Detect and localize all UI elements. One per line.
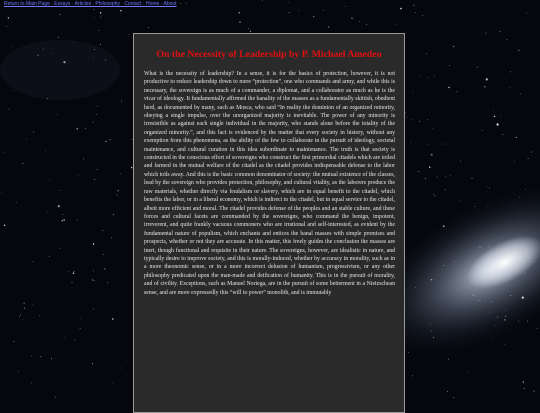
- star: [537, 328, 538, 329]
- star: [11, 46, 12, 47]
- star: [104, 268, 105, 269]
- star: [102, 230, 103, 231]
- star: [60, 248, 61, 249]
- star: [519, 50, 520, 51]
- star: [58, 37, 59, 38]
- star: [103, 254, 104, 255]
- star: [40, 356, 41, 357]
- star: [111, 238, 112, 239]
- star: [518, 50, 519, 51]
- star: [23, 319, 24, 320]
- star: [72, 282, 73, 283]
- star: [433, 194, 434, 195]
- star: [120, 174, 121, 175]
- star: [77, 128, 78, 129]
- star: [366, 24, 367, 25]
- star: [112, 318, 113, 319]
- star: [33, 132, 34, 133]
- star: [55, 397, 56, 398]
- star: [14, 90, 15, 91]
- star: [99, 30, 100, 31]
- star: [527, 13, 528, 14]
- star: [525, 189, 526, 190]
- star: [39, 315, 40, 316]
- star: [447, 391, 448, 392]
- star: [472, 178, 473, 179]
- star: [239, 21, 240, 22]
- star: [63, 214, 64, 215]
- star: [57, 114, 58, 115]
- star: [262, 0, 263, 1]
- star: [510, 295, 511, 296]
- star: [9, 109, 10, 110]
- star: [26, 139, 27, 140]
- star: [506, 310, 507, 311]
- star: [49, 179, 50, 180]
- star: [52, 53, 53, 54]
- star: [18, 371, 19, 372]
- star: [484, 86, 485, 87]
- star: [19, 317, 20, 318]
- star: [443, 265, 444, 266]
- star: [16, 202, 17, 203]
- star: [432, 128, 433, 129]
- star: [427, 119, 428, 120]
- star: [487, 187, 488, 188]
- star: [415, 287, 416, 288]
- star: [64, 338, 65, 339]
- star: [445, 176, 446, 177]
- star: [514, 161, 515, 162]
- star: [433, 337, 434, 338]
- star: [60, 190, 61, 191]
- star: [73, 273, 74, 274]
- star: [411, 142, 412, 143]
- star: [521, 257, 522, 258]
- star: [412, 376, 413, 377]
- star: [93, 309, 94, 310]
- star: [96, 114, 97, 115]
- star: [453, 397, 454, 398]
- star: [490, 312, 491, 313]
- star: [450, 175, 451, 176]
- star: [83, 159, 84, 160]
- star: [457, 91, 458, 92]
- star: [289, 12, 290, 13]
- star: [1, 192, 2, 193]
- star: [522, 297, 524, 299]
- star: [85, 128, 86, 129]
- star: [148, 27, 149, 28]
- star: [435, 196, 436, 197]
- star: [93, 9, 94, 10]
- star: [94, 17, 95, 18]
- star: [74, 271, 75, 272]
- star: [489, 188, 490, 189]
- star: [468, 372, 469, 373]
- star: [530, 262, 531, 263]
- star: [487, 205, 488, 206]
- star: [400, 8, 401, 9]
- star: [47, 98, 48, 99]
- star: [503, 134, 504, 135]
- star: [3, 152, 4, 153]
- star: [113, 214, 114, 215]
- star: [6, 26, 7, 27]
- star: [407, 117, 408, 118]
- star: [482, 130, 483, 131]
- star: [431, 279, 432, 280]
- star: [528, 158, 529, 159]
- star: [477, 67, 478, 68]
- star: [113, 383, 114, 384]
- star: [64, 220, 65, 221]
- star: [494, 116, 495, 117]
- star: [8, 17, 9, 18]
- star: [445, 189, 446, 190]
- star: [520, 94, 521, 95]
- star: [20, 315, 21, 316]
- star: [33, 261, 34, 262]
- star: [460, 200, 461, 201]
- star: [328, 26, 329, 27]
- star: [533, 391, 534, 392]
- star: [448, 359, 449, 360]
- star: [518, 321, 519, 322]
- star: [359, 21, 360, 22]
- star: [121, 368, 122, 369]
- star: [58, 205, 60, 207]
- star: [477, 265, 478, 266]
- star: [504, 344, 505, 345]
- star: [529, 258, 530, 259]
- star: [31, 356, 32, 357]
- star: [473, 295, 474, 296]
- star: [486, 33, 487, 34]
- star: [33, 305, 34, 306]
- star: [531, 152, 532, 153]
- star: [420, 75, 421, 76]
- star: [299, 10, 300, 11]
- star: [94, 280, 95, 281]
- star: [105, 141, 106, 142]
- star: [480, 247, 481, 248]
- star: [523, 381, 524, 382]
- star: [248, 28, 249, 29]
- star: [62, 220, 63, 221]
- star: [497, 317, 498, 318]
- star: [351, 18, 352, 19]
- star: [93, 122, 94, 123]
- star: [486, 78, 488, 80]
- star: [485, 297, 486, 298]
- star: [524, 388, 525, 389]
- star: [129, 34, 130, 35]
- star: [520, 197, 521, 198]
- star: [453, 46, 454, 47]
- star: [428, 77, 429, 78]
- star: [395, 24, 396, 25]
- star: [97, 106, 98, 107]
- star: [493, 110, 494, 111]
- star: [412, 119, 413, 120]
- star: [413, 91, 414, 92]
- star: [93, 58, 94, 59]
- star: [94, 179, 95, 180]
- star: [250, 31, 251, 32]
- star: [24, 308, 25, 309]
- star: [510, 88, 511, 89]
- star: [100, 44, 101, 45]
- star: [449, 65, 450, 66]
- star: [489, 247, 490, 248]
- star: [474, 131, 475, 132]
- star: [60, 14, 61, 15]
- star: [120, 10, 121, 11]
- star: [93, 270, 94, 271]
- star: [434, 76, 435, 77]
- top-navigation-link[interactable]: Return to Main Page · Essays · Articles · Philosophy · Contact · Home · About: [4, 1, 177, 7]
- star: [426, 53, 427, 54]
- star: [313, 16, 314, 17]
- star: [23, 303, 24, 304]
- star: [117, 190, 118, 191]
- star: [501, 116, 502, 117]
- star: [110, 139, 111, 140]
- star: [453, 261, 454, 262]
- star: [100, 12, 101, 13]
- star: [48, 212, 49, 213]
- article-title: On the Necessity of Leadership by P. Michael Amedeo: [156, 49, 382, 60]
- star: [437, 177, 438, 178]
- star: [14, 341, 15, 342]
- star: [492, 340, 493, 341]
- star: [500, 31, 501, 32]
- star: [460, 161, 461, 162]
- star: [430, 323, 431, 324]
- star: [92, 279, 93, 280]
- star: [497, 123, 499, 125]
- star: [428, 144, 429, 145]
- star: [516, 137, 517, 138]
- star: [97, 169, 98, 170]
- star: [323, 10, 324, 11]
- star: [504, 319, 505, 320]
- star: [510, 72, 511, 73]
- star: [516, 253, 517, 254]
- star: [429, 167, 430, 168]
- star: [43, 49, 44, 50]
- star: [431, 154, 433, 156]
- star: [422, 15, 423, 16]
- star: [68, 272, 69, 273]
- star: [505, 316, 506, 317]
- star: [443, 144, 444, 145]
- star: [478, 300, 479, 301]
- star: [63, 61, 65, 63]
- star: [443, 226, 444, 227]
- star: [415, 12, 416, 13]
- star: [107, 282, 108, 283]
- star: [117, 195, 118, 196]
- star: [94, 49, 95, 50]
- star: [431, 331, 432, 332]
- star: [51, 358, 52, 359]
- article-panel: [133, 33, 405, 413]
- star: [448, 87, 449, 88]
- star: [31, 382, 32, 383]
- star: [418, 171, 419, 172]
- star: [80, 328, 81, 329]
- star: [45, 150, 46, 151]
- article-body: What is the necessity of leadership? In a sense, it is for the basics of protection, however, it is not productive to reduce leadership down to mere “protection”, one who commands and army, and while this is necessary, the sovereign is as much of a commander, a diplomat, and a collaborator as much as he is the vicar of ideology. It fundamentally affirmed the banality of the masses as a fundamentally skittish, obedient herd, as documented by many, such as Mosca, who said “In reality the dominion of an organized minority, obeying a single impulse, over the unorganized majority is inevitable. The power of any minority is irresistible as against each single individual in the majority, who stands alone before the totality of the organized minority.”, and this fact is evidenced by the matter that every society in history, without any exemption from this phenomena, as the ability of the few to collaborate in the pursuit of ideology, societal maintenance, and cultural curation in this idea subordinate to maintenance. The truth is that society is constructed in the conscious effort of sovereigns who construct the first primordial citadels which are toiled and farmed in the mutual welfare of the citadel as the citadel provides indispensable defense to the labor which toils away. And this is the basic common denominator of society: the mutual existence of the classes, lead by the sovereign who provides protection, philosophy, and cultural vitality, as the laborers produce the raw materials, whether directly via feudalism or slavery, which are in equal benefit to the citadel, which benefits the labor, or in a liberal economy, which is indirect to the citadel, but in equal service to the citadel, albeit more efficient and moral. The citadel provides defense of the peoples and an stable culture, and these forces and cultural facets are commanded by the sovereigns, who command the benign, impotent, irreverent, and quite frankly vacuous commoners who are irrational and self-interested, as evident by the fundamental nature of populism, which enchants and entices the banal masses with simple promises and prospects, whether or not they are accurate. In this matter, this freely guides the conclusion the masses are inert, though functional and requisite in their nature. The sovereigns, however, are idealistic in nature, and typically desire to improve society, and this is morally-induced, whether by accuracy in morality, such as in a more theonomic sense, or in a more incorrect delusion of humanism, progressivism, or any other philosophy predicated upon the man-made and deification of humanity. This is in the pursuit of morality, and of civility. Exceptions, such as Manuel Noriega, are in the pursuit of some betterment in a Nietzschean sense, and are more expressedly this “will to power” monolith, and is immutably: [144, 71, 395, 296]
- star: [345, 6, 346, 7]
- star: [92, 363, 93, 364]
- star: [49, 256, 50, 257]
- star: [527, 321, 528, 322]
- star: [23, 163, 24, 164]
- star: [408, 352, 409, 353]
- star: [93, 243, 94, 244]
- star: [73, 41, 74, 42]
- star: [288, 2, 289, 3]
- star: [121, 101, 122, 102]
- star: [38, 55, 39, 56]
- star: [75, 340, 76, 341]
- star: [105, 60, 106, 61]
- star: [419, 121, 420, 122]
- star: [100, 17, 101, 18]
- star: [491, 301, 492, 302]
- star: [81, 319, 82, 320]
- star: [507, 39, 508, 40]
- star: [414, 5, 415, 6]
- star: [78, 175, 79, 176]
- star: [401, 9, 402, 10]
- star: [239, 12, 240, 13]
- star: [474, 206, 475, 207]
- star: [4, 225, 5, 226]
- star: [495, 326, 496, 327]
- star: [425, 178, 426, 179]
- star: [77, 220, 78, 221]
- star: [524, 273, 525, 274]
